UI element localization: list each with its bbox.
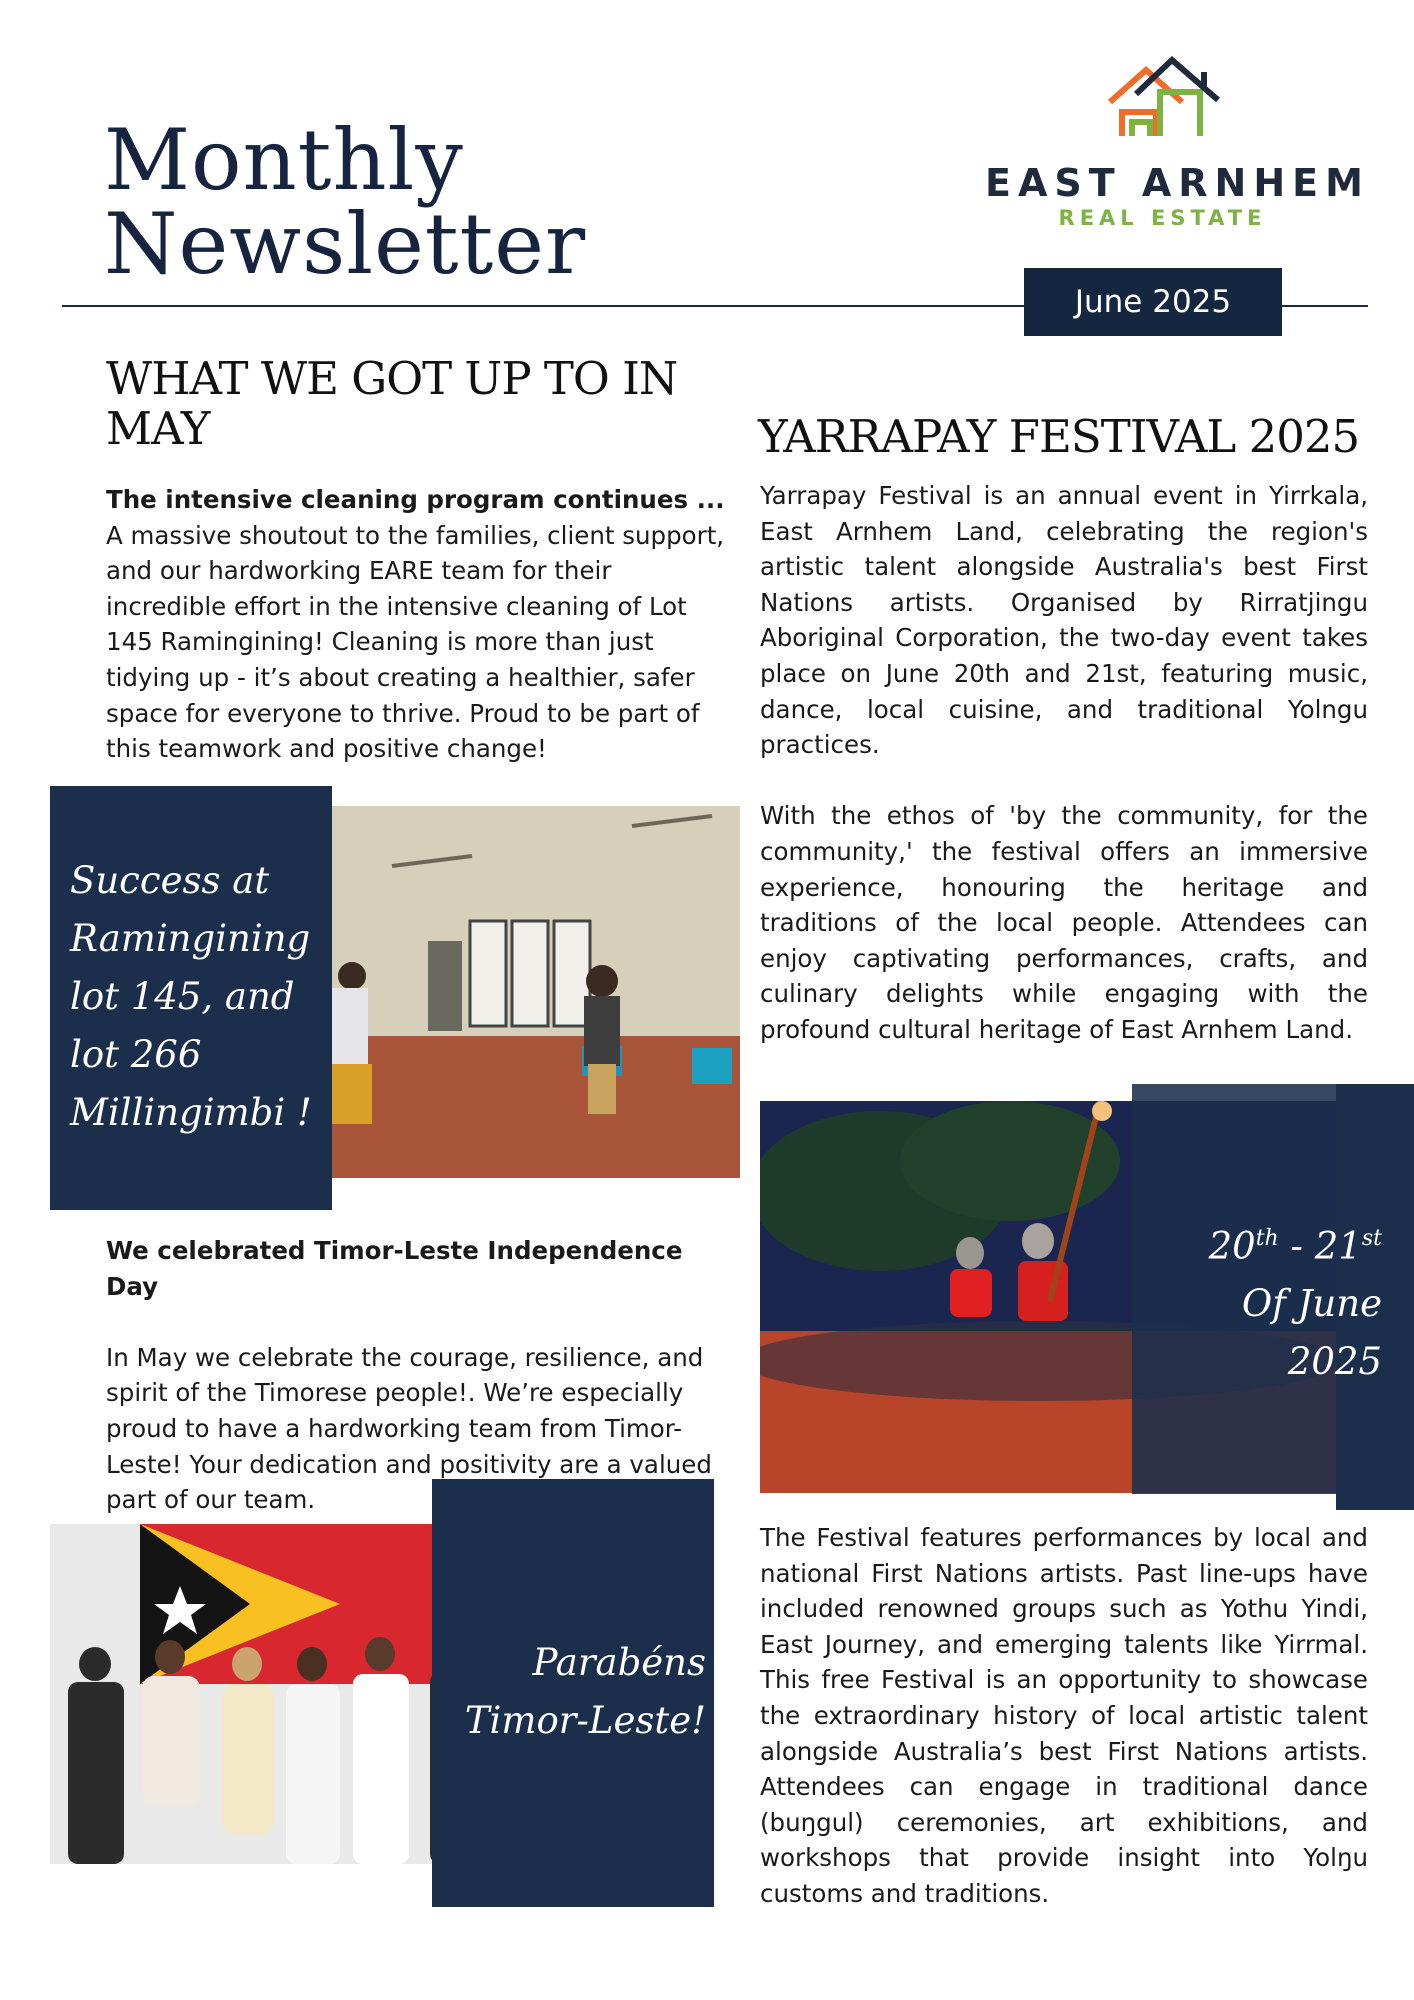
festival-heading: YARRAPAY FESTIVAL 2025 xyxy=(758,410,1360,463)
timor-article xyxy=(106,1233,736,1518)
timor-caption: Parabéns Timor-Leste! xyxy=(464,1641,706,1742)
logo-subtitle: REAL ESTATE xyxy=(1058,206,1267,230)
festival-details xyxy=(760,1520,1368,1912)
festival-intro xyxy=(760,478,1368,1048)
festival-para-3: The Festival features performances by local and national First Nations artists. Past line-ups have included renowned groups such as Yothu Yindi, East Journey, and emerging talents like Yirrmal. This free Festival is an opportunity to showcase the extraordinary history of local artistic talent alongside Australia’s best First Nations artists. Attendees can engage in traditional dance (buŋgul) ceremonies, art exhibitions, and workshops that provide insight into Yolŋu customs and traditions. xyxy=(760,1523,1368,1908)
timor-heading: We celebrated Timor-Leste Independence Day xyxy=(106,1236,683,1301)
cleaning-body: A massive shoutout to the families, client support, and our hardworking EARE team for their incredible effort in the intensive cleaning of Lot 145 Ramingining! Cleaning is more than just tidying up - it’s about creating a healthier, safer space for everyone to thrive. Proud to be part of this teamwork and positive change! xyxy=(106,520,725,764)
festival-para-2: With the ethos of 'by the community, for the community,' the festival offers an immersive experience, honouring the heritage and traditions of the local people. Attendees can enjoy captivating performances, crafts, and culinary delights while engaging with the profound cultural heritage of East Arnhem Land. xyxy=(760,801,1368,1044)
issue-date-badge: June 2025 xyxy=(1024,268,1282,336)
page-title: Monthly Newsletter xyxy=(104,111,587,293)
cleaning-article xyxy=(106,482,736,767)
success-caption: Success at Ramingining lot 145, and lot 266 Millingimbi ! xyxy=(70,859,312,1134)
left-section-heading: WHAT WE GOT UP TO IN MAY xyxy=(106,352,678,455)
cleaning-heading: The intensive cleaning program continues ... xyxy=(106,485,725,514)
cleaning-photo xyxy=(332,806,740,1178)
logo-name: EAST ARNHEM xyxy=(985,161,1370,205)
festival-para-1: Yarrapay Festival is an annual event in Yirrkala, East Arnhem Land, celebrating the region's artistic talent alongside Australia's best First Nations artists. Organised by Rirratjingu Aboriginal Corporation, the two-day event takes place on June 20th and 21st, featuring music, dance, local cuisine, and traditional Yolngu practices. xyxy=(760,481,1368,760)
timor-body: In May we celebrate the courage, resilience, and spirit of the Timorese people!. We’re especially proud to have a hardworking team from Timor-Leste! Your dedication and positivity are a valued part of our team. xyxy=(106,1342,712,1515)
festival-date-caption: 20th - 21st Of June 2025 xyxy=(1208,1224,1382,1384)
cleaning-scene-image xyxy=(332,806,740,1178)
